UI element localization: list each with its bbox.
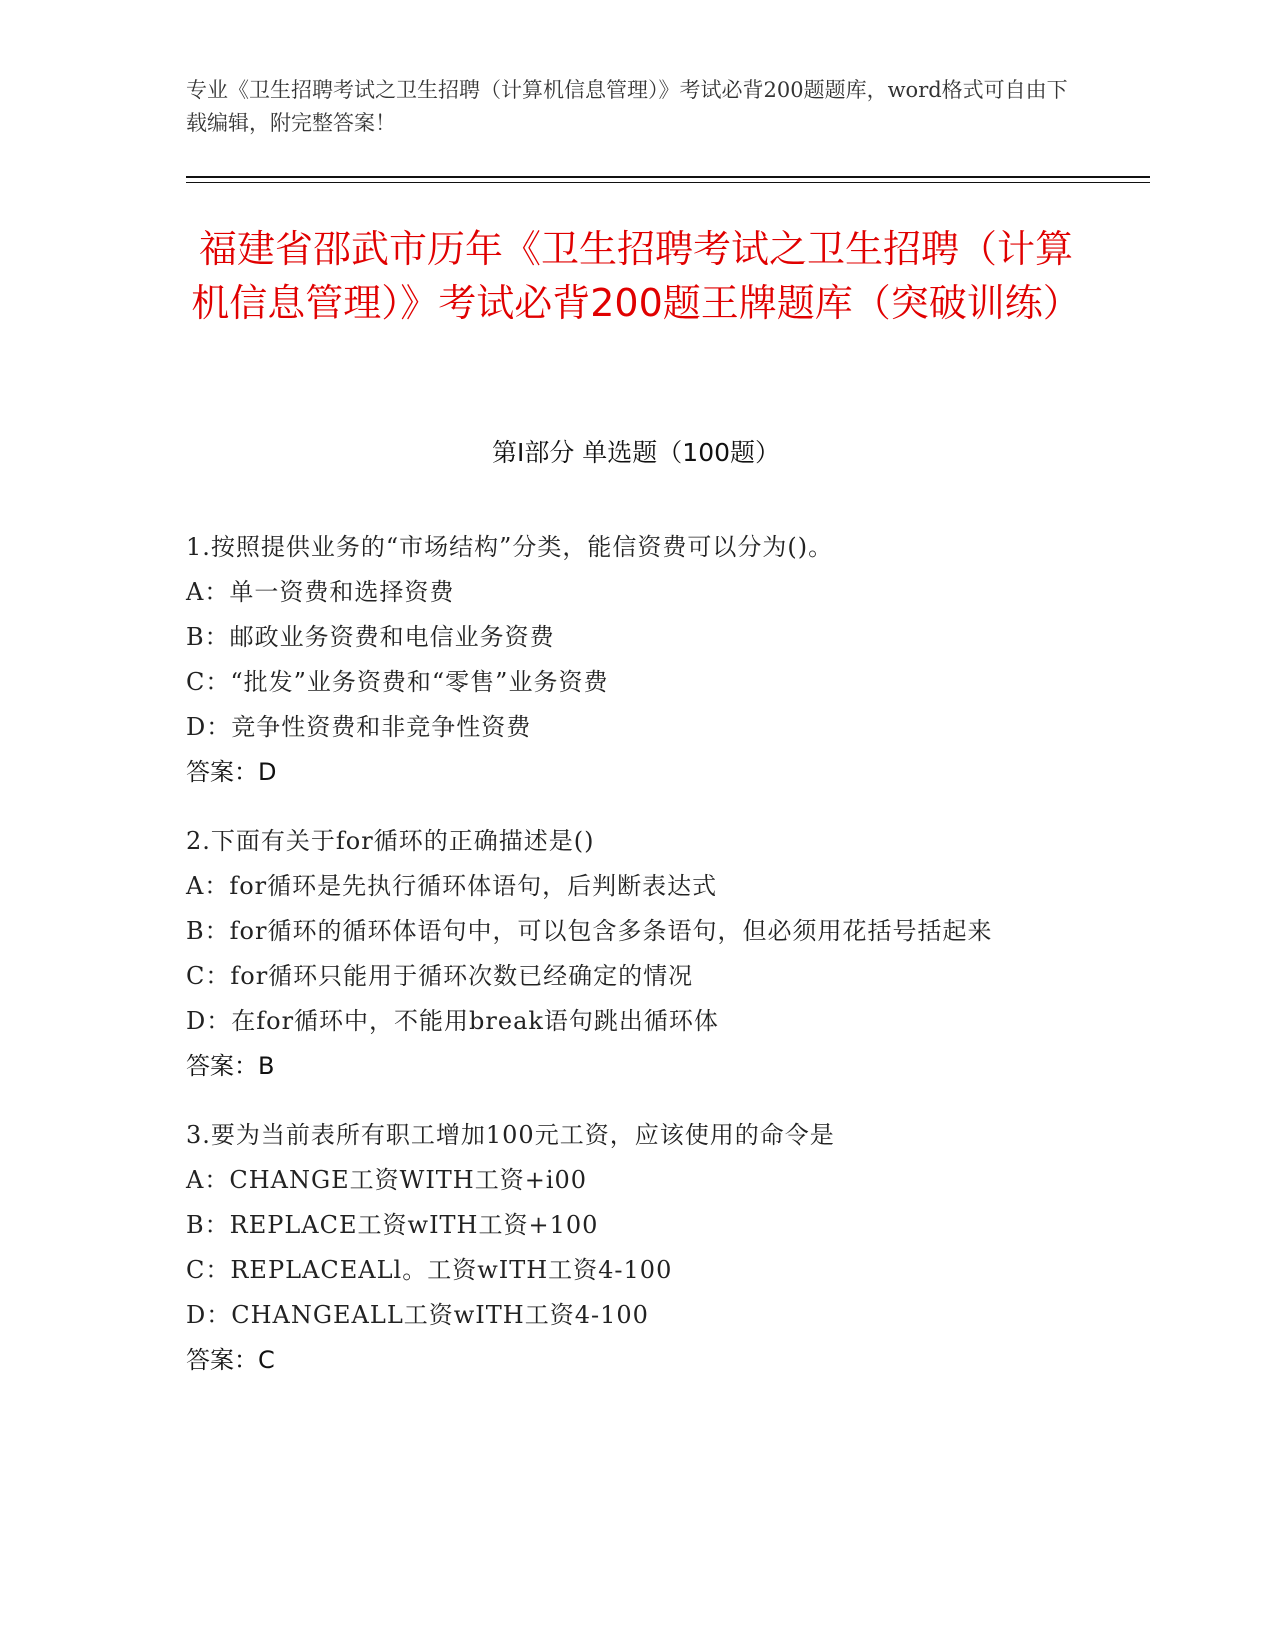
option-d: D：CHANGEALL工资wITH工资4-100 [186,1301,649,1329]
option-c: C：for循环只能用于循环次数已经确定的情况 [186,962,694,990]
option-c: C：REPLACEALl。工资wITH工资4-100 [186,1256,673,1284]
question-stem: 3.要为当前表所有职工增加100元工资，应该使用的命令是 [186,1121,835,1149]
question-list [186,525,1076,1407]
option-b: B：for循环的循环体语句中，可以包含多条语句，但必须用花括号括起来 [186,917,993,945]
document-title: 福建省邵武市历年《卫生招聘考试之卫生招聘（计算机信息管理）》考试必背200题王牌题库（突破训练） [191,227,1081,325]
option-a: A：CHANGE工资WITH工资+i00 [186,1166,588,1194]
option-a: A：单一资费和选择资费 [186,578,455,606]
option-d: D：在for循环中，不能用break语句跳出循环体 [186,1007,719,1035]
option-b: B：REPLACE工资wITH工资+100 [186,1211,599,1239]
option-d: D：竞争性资费和非竞争性资费 [186,713,532,741]
option-c: C：“批发”业务资费和“零售”业务资费 [186,668,609,696]
option-b: B：邮政业务资费和电信业务资费 [186,623,555,651]
header-rule-thin [186,182,1150,183]
answer: 答案：B [186,1052,275,1080]
answer: 答案：C [186,1346,275,1374]
question-stem: 1.按照提供业务的“市场结构”分类，能信资费可以分为()。 [186,533,834,561]
header-rule-thick [186,176,1150,178]
question-3 [186,1113,1076,1383]
intro-text: 专业《卫生招聘考试之卫生招聘（计算机信息管理）》考试必背200题题库，word格式可自由下载编辑，附完整答案！ [186,78,1068,135]
question-stem: 2.下面有关于for循环的正确描述是() [186,827,595,855]
option-a: A：for循环是先执行循环体语句，后判断表达式 [186,872,718,900]
question-1 [186,525,1076,795]
section-heading: 第I部分 单选题（100题） [491,438,781,467]
question-2 [186,819,1076,1089]
answer: 答案：D [186,758,277,786]
